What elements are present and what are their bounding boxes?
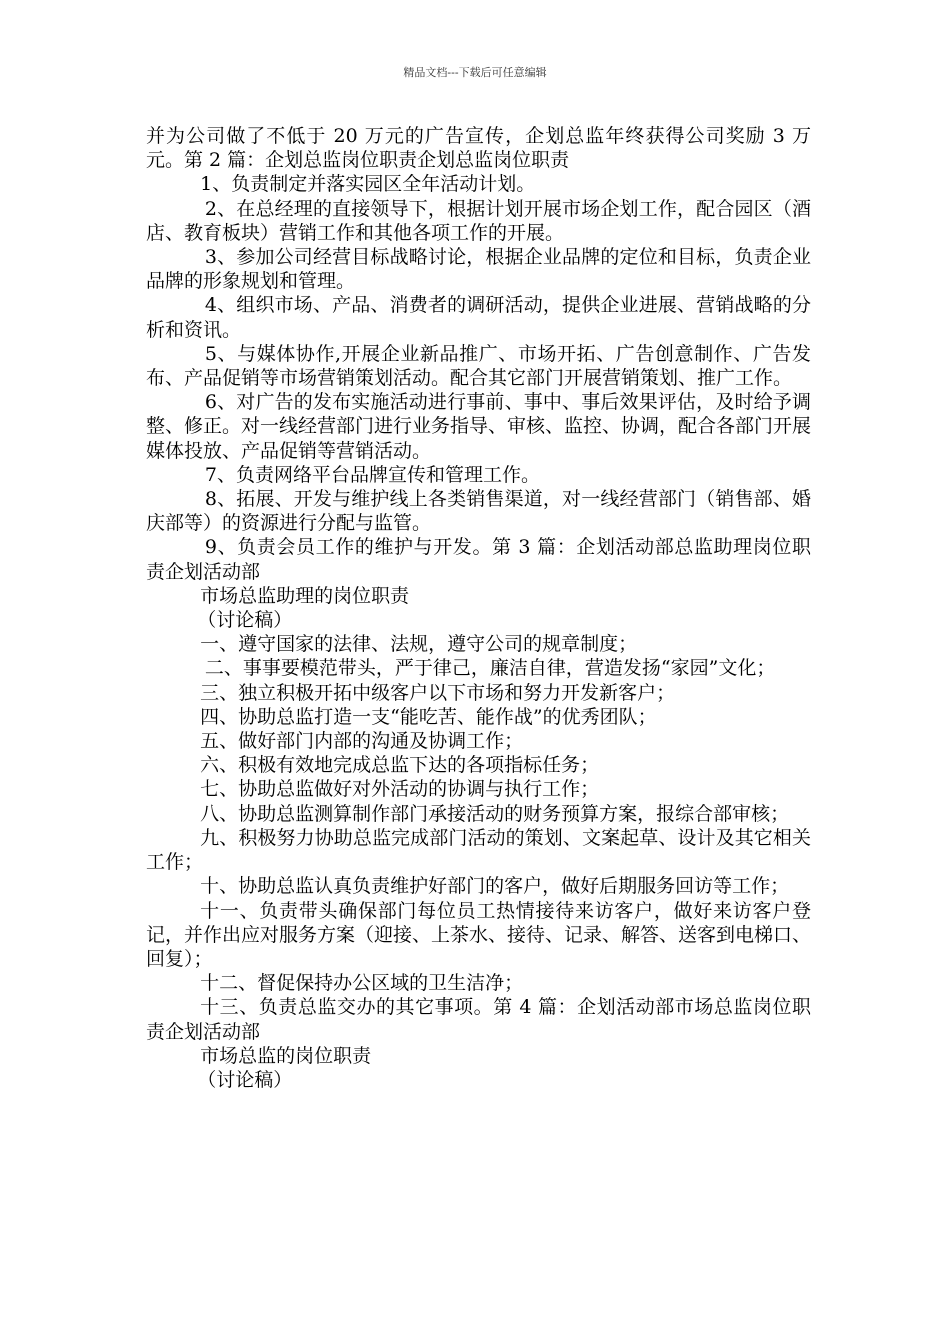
page-header: 精品文档---下载后可任意编辑 (403, 66, 547, 79)
paragraph-duty-6: 6、对广告的发布实施活动进行事前、事中、事后效果评估，及时给予调整、修正。对一线经营部门进行业务指导、审核、监控、协调，配合各部门开展媒体投放、产品促销等营销活动。 (146, 391, 812, 462)
paragraph-item-6: 六、积极有效地完成总监下达的各项指标任务； (200, 754, 600, 777)
paragraph-item-8: 八、协助总监测算制作部门承接活动的财务预算方案，报综合部审核； (200, 802, 790, 825)
paragraph-duty-5: 5、与媒体协作,开展企业新品推广、市场开拓、广告创意制作、广告发布、产品促销等市场营销策划活动。配合其它部门开展营销策划、推广工作。 (146, 342, 811, 390)
paragraph-item-12: 十二、督促保持办公区域的卫生洁净； (200, 972, 524, 995)
paragraph-duty-4: 4、组织市场、产品、消费者的调研活动，提供企业进展、营销战略的分析和资讯。 (146, 294, 811, 341)
paragraph-item-13: 十三、负责总监交办的其它事项。第 4 篇：企划活动部市场总监岗位职责企划活动部 (146, 996, 811, 1043)
paragraph-continuation: 并为公司做了不低于 20 万元的广告宣传，企划总监年终获得公司奖励 3 万元。第 2 篇：企划总监岗位职责企划总监岗位职责 (146, 125, 811, 172)
paragraph-duty-7: 7、负责网络平台品牌宣传和管理工作。 (204, 463, 540, 486)
paragraph-item-4: 四、协助总监打造一支“能吃苦、能作战”的优秀团队； (200, 705, 657, 728)
section-draft-note: （讨论稿） (197, 609, 293, 632)
paragraph-item-7: 七、协助总监做好对外活动的协调与执行工作； (200, 778, 600, 801)
paragraph-duty-8: 8、拓展、开发与维护线上各类销售渠道，对一线经营部门（销售部、婚庆部等）的资源进行分配与监管。 (146, 488, 811, 535)
section-heading-assistant: 市场总监助理的岗位职责 (200, 584, 410, 607)
document-body (146, 124, 811, 1092)
paragraph-duty-2: 2、在总经理的直接领导下，根据计划开展市场企划工作，配合园区（酒店、教育板块）营销工作和其他各项工作的开展。 (146, 197, 811, 244)
paragraph-duty-9: 9、负责会员工作的维护与开发。第 3 篇：企划活动部总监助理岗位职责企划活动部 (146, 536, 811, 583)
paragraph-item-5: 五、做好部门内部的沟通及协调工作； (200, 730, 524, 753)
paragraph-item-2: 二、事事要模范带头，严于律己，廉洁自律，营造发扬“家园”文化； (204, 657, 776, 680)
paragraph-item-9: 九、积极努力协助总监完成部门活动的策划、文案起草、设计及其它相关工作； (146, 826, 811, 874)
paragraph-item-1: 一、遵守国家的法律、法规，遵守公司的规章制度； (200, 633, 638, 656)
section-heading-director: 市场总监的岗位职责 (200, 1044, 372, 1067)
paragraph-duty-3: 3、参加公司经营目标战略讨论，根据企业品牌的定位和目标，负责企业品牌的形象规划和管理。 (146, 246, 811, 293)
paragraph-item-10: 十、协助总监认真负责维护好部门的客户，做好后期服务回访等工作； (200, 875, 790, 898)
paragraph-item-11: 十一、负责带头确保部门每位员工热情接待来访客户，做好来访客户登记，并作出应对服务方案（迎接、上茶水、接待、记录、解答、送客到电梯口、回复）； (146, 899, 812, 970)
paragraph-duty-1: 1、负责制定并落实园区全年活动计划。 (200, 173, 536, 196)
section-draft-note-2: （讨论稿） (197, 1068, 293, 1091)
paragraph-item-3: 三、独立积极开拓中级客户以下市场和努力开发新客户； (200, 681, 676, 704)
